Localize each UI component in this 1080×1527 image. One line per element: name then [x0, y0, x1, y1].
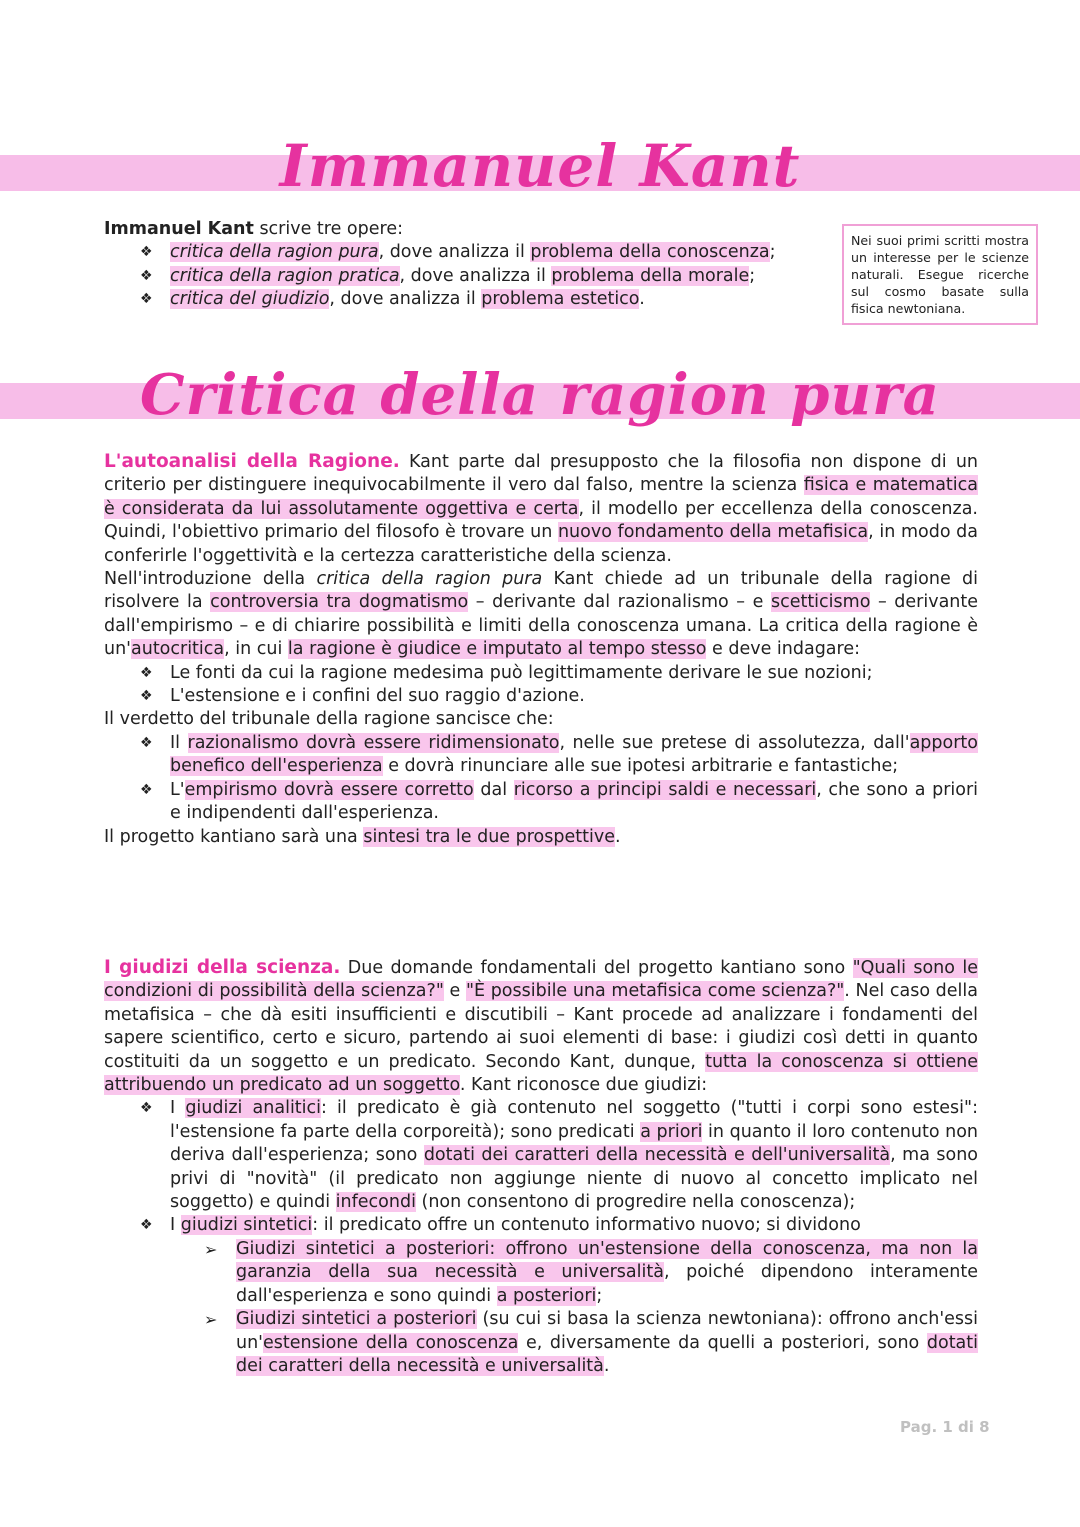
works-list: [104, 241, 829, 311]
intro-block: [104, 218, 829, 312]
intro-lead-name: Immanuel Kant: [104, 219, 254, 239]
list-item: ❖ critica della ragion pratica, dove analizza il problema della morale;: [170, 265, 829, 288]
page-number: Pag. 1 di 8: [900, 1418, 990, 1436]
section-heading: I giudizi della scienza.: [104, 957, 341, 978]
verdict-list: [104, 732, 978, 826]
synthetic-sublist: [170, 1238, 978, 1378]
inquiry-list: [104, 662, 978, 709]
paragraph: L'autoanalisi della Ragione. Kant parte dal presupposto che la filosofia non dispone di un criterio per distinguere inequivocabilmente il vero dal falso, mentre la scienza fisica e matematica è considerata da lui assolutamente oggettiva e certa, il modello per eccellenza della conoscenza. Quindi, l'obiettivo primario del filosofo è trovare un nuovo fondamento della metafisica, in modo da conferirle l'oggettività e la certezza caratteristiche della scienza.: [104, 451, 979, 566]
side-note-box: Nei suoi primi scritti mostra un interesse per le scienze naturali. Esegue ricerche sul cosmo basate sulla fisica newtoniana.: [842, 224, 1038, 325]
list-item: ❖ I giudizi analitici: il predicato è già contenuto nel soggetto ("tutti i corpi sono estesi": l'estensione fa parte della corporeità); sono predicati a priori in quanto il loro contenuto non deriva dall'esperienza; sono dotati dei caratteri della necessità e dell'universalità, ma sono privi di "novità" (il predicato non aggiunge niente di nuovo al concetto implicato nel soggetto) e quindi infecondi (non consentono di progredire nella conoscenza);: [170, 1097, 978, 1214]
list-item: ➢ Giudizi sintetici a posteriori: offrono un'estensione della conoscenza, ma non la garanzia della sua necessità e universalità, poiché dipendono interamente dall'esperienza e sono quindi a posteriori;: [236, 1238, 978, 1308]
list-item: ❖ I giudizi sintetici: il predicato offre un contenuto informativo nuovo; si dividono ➢ Giudizi sintetici a posteriori: offrono un'estensione della conoscenza, ma non la garanzia della sua necessità e universalità, poiché dipendono interamente dall'esperienza e sono quindi a posteriori; ➢ Giudizi sintetici a posteriori (su cui si basa la scienza newtoniana): offrono anch'essi un'estensione della conoscenza e, diversamente da quelli a posteriori, sono dotati dei caratteri della necessità e universalità.: [170, 1214, 978, 1378]
paragraph: Il verdetto del tribunale della ragione sancisce che:: [104, 709, 554, 730]
list-item: ❖ L'estensione e i confini del suo raggio d'azione.: [170, 685, 978, 708]
list-item: ❖ Le fonti da cui la ragione medesima può legittimamente derivare le sue nozioni;: [170, 662, 978, 685]
list-item: ❖ Il razionalismo dovrà essere ridimensionato, nelle sue pretese di assolutezza, dall'apporto benefico dell'esperienza e dovrà rinunciare alle sue ipotesi arbitrarie e fantastiche;: [170, 732, 978, 779]
section-giudizi: [104, 956, 978, 1378]
paragraph: Nell'introduzione della critica della ragion pura Kant chiede ad un tribunale della ragione di risolvere la controversia tra dogmatismo – derivante dal razionalismo – e scetticismo – derivante dall'empirismo – e di chiarire possibilità e limiti della conoscenza umana. La critica della ragione è un'autocritica, in cui la ragione è giudice e imputato al tempo stesso e deve indagare:: [104, 569, 979, 660]
section-title: Critica della ragion pura: [140, 362, 940, 428]
section-autoanalisi: [104, 450, 978, 849]
section-heading: L'autoanalisi della Ragione.: [104, 451, 400, 472]
list-item: ➢ Giudizi sintetici a posteriori (su cui si basa la scienza newtoniana): offrono anch'essi un'estensione della conoscenza e, diversamente da quelli a posteriori, sono dotati dei caratteri della necessità e universalità.: [236, 1308, 978, 1378]
list-item: ❖ critica della ragion pura, dove analizza il problema della conoscenza;: [170, 241, 829, 264]
list-item: ❖ critica del giudizio, dove analizza il problema estetico.: [170, 288, 829, 311]
judgments-list: [104, 1097, 978, 1378]
paragraph: I giudizi della scienza. Due domande fondamentali del progetto kantiano sono "Quali sono le condizioni di possibilità della scienza?" e "È possibile una metafisica come scienza?". Nel caso della metafisica – che dà esiti insufficienti e discutibili – Kant procede ad analizzare i fondamenti del sapere scientifico, certo e sicuro, partendo ai suoi elementi di base: i giudizi così detti in quanto costituiti da un soggetto e un predicato. Secondo Kant, dunque, tutta la conoscenza si ottiene attribuendo un predicato ad un soggetto. Kant riconosce due giudizi:: [104, 957, 978, 1096]
page-title: Immanuel Kant: [279, 132, 801, 200]
list-item: ❖ L'empirismo dovrà essere corretto dal ricorso a principi saldi e necessari, che sono a priori e indipendenti dall'esperienza.: [170, 779, 978, 826]
intro-lead: Immanuel Kant scrive tre opere:: [104, 219, 403, 239]
paragraph: Il progetto kantiano sarà una sintesi tra le due prospettive.: [104, 826, 621, 847]
